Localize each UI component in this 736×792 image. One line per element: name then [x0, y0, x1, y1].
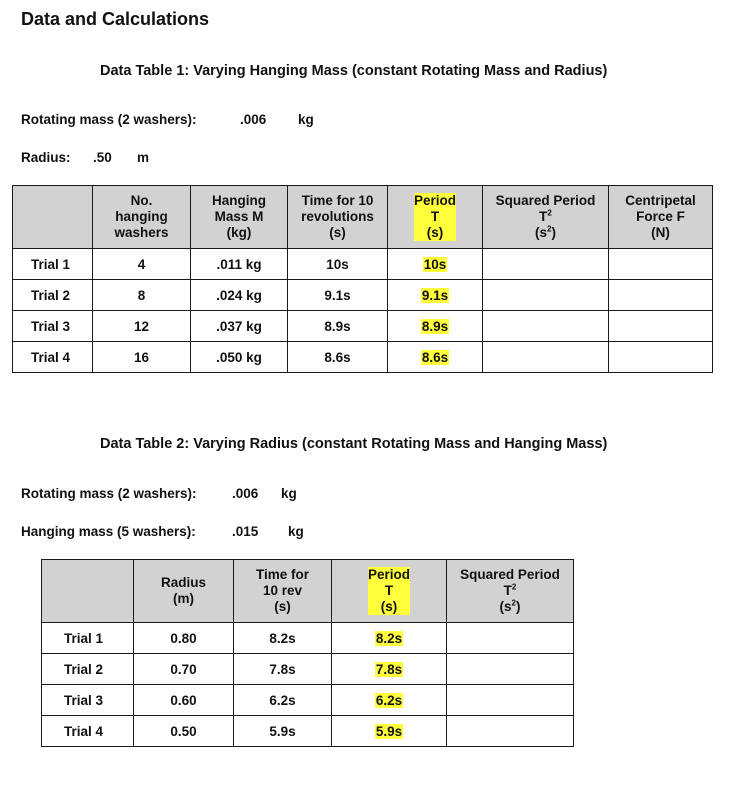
t1-rotating-mass-unit: kg — [298, 112, 314, 127]
t1-r3-sq-period[interactable] — [483, 311, 609, 342]
t2-r4-period-cell — [332, 716, 447, 747]
t2-r4-sq-period[interactable] — [447, 716, 574, 747]
t2-h-sq-1: Squared Period — [460, 567, 560, 582]
t1-r4-time: 8.6s — [288, 342, 388, 373]
t2-r4-time: 5.9s — [234, 716, 332, 747]
t1-h-period-1: Period — [413, 193, 456, 208]
t1-h-mass-3: (kg) — [226, 225, 252, 240]
t2-r4-radius: 0.50 — [134, 716, 234, 747]
t1-r2-sq-period[interactable] — [483, 280, 609, 311]
t2-r4-period: 5.9s — [375, 723, 403, 739]
t1-header-force — [609, 186, 713, 249]
t1-h-sq-1: Squared Period — [495, 193, 596, 208]
t2-r3-trial: Trial 3 — [42, 685, 134, 716]
t1-header-blank — [13, 186, 93, 249]
data-table-1 — [12, 185, 713, 373]
t1-r2-period-cell — [388, 280, 483, 311]
t2-h-sq-exp: 2 — [511, 582, 517, 592]
t2-header-squared-period — [447, 560, 574, 623]
t2-header-radius — [134, 560, 234, 623]
t2-r4-trial: Trial 4 — [42, 716, 134, 747]
t1-h-force-2: Force F — [636, 209, 685, 224]
t2-rotating-mass-unit: kg — [281, 486, 297, 501]
t1-h-sq-unit-exp: 2 — [547, 224, 552, 234]
t2-hanging-mass-value: .015 — [232, 524, 259, 539]
t1-r1-washers: 4 — [93, 249, 191, 280]
t2-r3-radius: 0.60 — [134, 685, 234, 716]
t1-r1-sq-period[interactable] — [483, 249, 609, 280]
t1-r3-time: 8.9s — [288, 311, 388, 342]
t2-h-period-2: T — [384, 583, 394, 598]
t1-r1-trial: Trial 1 — [13, 249, 93, 280]
t2-r2-time: 7.8s — [234, 654, 332, 685]
table-row — [42, 623, 574, 654]
t1-r1-time: 10s — [288, 249, 388, 280]
t1-r1-period: 10s — [423, 256, 447, 272]
t2-h-sq-unit-b: ) — [515, 599, 521, 614]
t2-rotating-mass-label: Rotating mass (2 washers): — [21, 486, 197, 501]
t2-r1-trial: Trial 1 — [42, 623, 134, 654]
t2-h-radius-1: Radius — [160, 575, 206, 590]
t1-h-washers-3: washers — [114, 225, 169, 240]
t2-h-radius-2: (m) — [173, 591, 194, 606]
t1-r3-trial: Trial 3 — [13, 311, 93, 342]
t2-h-sq-unit-a: (s — [499, 599, 512, 614]
t1-h-sq-unit-a: (s — [535, 225, 548, 240]
t1-radius-value: .50 — [93, 150, 112, 165]
t1-h-force-3: (N) — [651, 225, 670, 240]
t1-r1-force[interactable] — [609, 249, 713, 280]
t1-r3-period: 8.9s — [421, 318, 449, 334]
table-row — [13, 280, 713, 311]
t2-h-sq-T: T — [503, 583, 512, 598]
t1-h-sq-exp: 2 — [547, 208, 552, 218]
t1-r1-period-cell — [388, 249, 483, 280]
t1-rotating-mass-label: Rotating mass (2 washers): — [21, 112, 197, 127]
t1-r3-washers: 12 — [93, 311, 191, 342]
t2-r2-sq-period[interactable] — [447, 654, 574, 685]
t2-rotating-mass-value: .006 — [232, 486, 259, 501]
t2-header-time — [234, 560, 332, 623]
t1-r3-force[interactable] — [609, 311, 713, 342]
t2-r1-period-cell — [332, 623, 447, 654]
t2-h-time-3: (s) — [274, 599, 291, 614]
t1-header-mass — [191, 186, 288, 249]
t2-h-time-2: 10 rev — [262, 583, 303, 598]
t2-h-time-1: Time for — [255, 567, 309, 582]
table-row — [13, 311, 713, 342]
t1-h-sq-T: T — [539, 209, 548, 224]
t1-radius-label: Radius: — [21, 150, 71, 165]
t1-r4-mass: .050 kg — [191, 342, 288, 373]
t1-h-washers-2: hanging — [115, 209, 168, 224]
t1-h-time-2: revolutions — [301, 209, 374, 224]
t2-r3-time: 6.2s — [234, 685, 332, 716]
table-row — [13, 342, 713, 373]
t2-r2-period: 7.8s — [375, 661, 403, 677]
t1-h-time-1: Time for 10 — [301, 193, 374, 208]
t1-r2-mass: .024 kg — [191, 280, 288, 311]
t1-h-mass-1: Hanging — [212, 193, 266, 208]
table-row — [42, 654, 574, 685]
t1-rotating-mass-value: .006 — [240, 112, 267, 127]
t1-r3-period-cell — [388, 311, 483, 342]
t1-r4-force[interactable] — [609, 342, 713, 373]
t1-r2-trial: Trial 2 — [13, 280, 93, 311]
t2-hanging-mass-label: Hanging mass (5 washers): — [21, 524, 196, 539]
t2-header-period — [332, 560, 447, 623]
t2-r1-radius: 0.80 — [134, 623, 234, 654]
t2-h-period-1: Period — [367, 567, 410, 582]
t2-r2-period-cell — [332, 654, 447, 685]
t1-r2-period: 9.1s — [421, 287, 449, 303]
t1-header-washers — [93, 186, 191, 249]
t1-r4-period: 8.6s — [421, 349, 449, 365]
data-table-2 — [41, 559, 574, 747]
table2-header-row — [42, 560, 574, 623]
t1-r2-washers: 8 — [93, 280, 191, 311]
t1-header-squared-period — [483, 186, 609, 249]
table-row — [42, 685, 574, 716]
t2-header-blank — [42, 560, 134, 623]
t2-r3-period: 6.2s — [375, 692, 403, 708]
table1-caption: Data Table 1: Varying Hanging Mass (constant Rotating Mass and Radius) — [100, 63, 608, 79]
t1-r3-mass: .037 kg — [191, 311, 288, 342]
t2-r1-period: 8.2s — [375, 630, 403, 646]
t2-r1-time: 8.2s — [234, 623, 332, 654]
t2-r3-sq-period[interactable] — [447, 685, 574, 716]
t1-r4-washers: 16 — [93, 342, 191, 373]
t1-h-period-2: T — [430, 209, 440, 224]
t1-h-sq-unit-b: ) — [551, 225, 556, 240]
t2-r3-period-cell — [332, 685, 447, 716]
page-title: Data and Calculations — [21, 9, 210, 29]
t1-r4-sq-period[interactable] — [483, 342, 609, 373]
t2-h-sq-unit-exp: 2 — [511, 598, 516, 608]
t2-r2-trial: Trial 2 — [42, 654, 134, 685]
t1-radius-unit: m — [137, 150, 150, 165]
t1-h-mass-2: Mass M — [214, 209, 264, 224]
t2-h-period-3: (s) — [380, 599, 398, 614]
t1-r2-time: 9.1s — [288, 280, 388, 311]
t2-r2-radius: 0.70 — [134, 654, 234, 685]
t1-h-time-3: (s) — [329, 225, 346, 240]
table1-header-row — [13, 186, 713, 249]
t1-r4-period-cell — [388, 342, 483, 373]
t1-r2-force[interactable] — [609, 280, 713, 311]
t1-header-period — [388, 186, 483, 249]
table-row — [13, 249, 713, 280]
t1-r1-mass: .011 kg — [191, 249, 288, 280]
table2-caption: Data Table 2: Varying Radius (constant Rotating Mass and Hanging Mass) — [100, 436, 608, 452]
t1-h-period-3: (s) — [426, 225, 444, 240]
t1-r4-trial: Trial 4 — [13, 342, 93, 373]
t1-h-force-1: Centripetal — [625, 193, 696, 208]
table-row — [42, 716, 574, 747]
t1-h-washers-1: No. — [130, 193, 153, 208]
t2-r1-sq-period[interactable] — [447, 623, 574, 654]
t1-header-time — [288, 186, 388, 249]
t2-hanging-mass-unit: kg — [288, 524, 304, 539]
